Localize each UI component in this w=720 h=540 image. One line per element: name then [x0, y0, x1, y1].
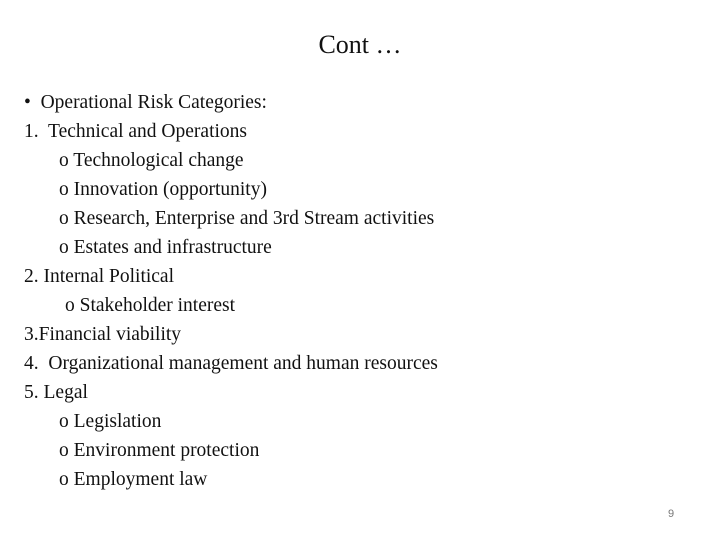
- list-subitem: o Innovation (opportunity): [59, 179, 267, 200]
- list-subitem: o Technological change: [59, 150, 244, 171]
- list-subitem: o Research, Enterprise and 3rd Stream activities: [59, 208, 435, 229]
- page-number: 9: [668, 508, 675, 520]
- list-item: • Operational Risk Categories:: [24, 92, 267, 113]
- slide-title: Cont …: [318, 30, 402, 59]
- list-item: 3.Financial viability: [24, 324, 182, 345]
- list-item: 5. Legal: [24, 382, 88, 403]
- list-item: 1. Technical and Operations: [24, 121, 247, 142]
- list-subitem: o Legislation: [59, 411, 162, 432]
- list-subitem: o Employment law: [59, 469, 208, 490]
- list-subitem: o Stakeholder interest: [65, 295, 236, 316]
- list-subitem: o Environment protection: [59, 440, 260, 461]
- slide-body: [24, 88, 684, 494]
- list-subitem: o Estates and infrastructure: [59, 237, 272, 258]
- list-item: 4. Organizational management and human resources: [24, 353, 438, 374]
- list-item: 2. Internal Political: [24, 266, 175, 287]
